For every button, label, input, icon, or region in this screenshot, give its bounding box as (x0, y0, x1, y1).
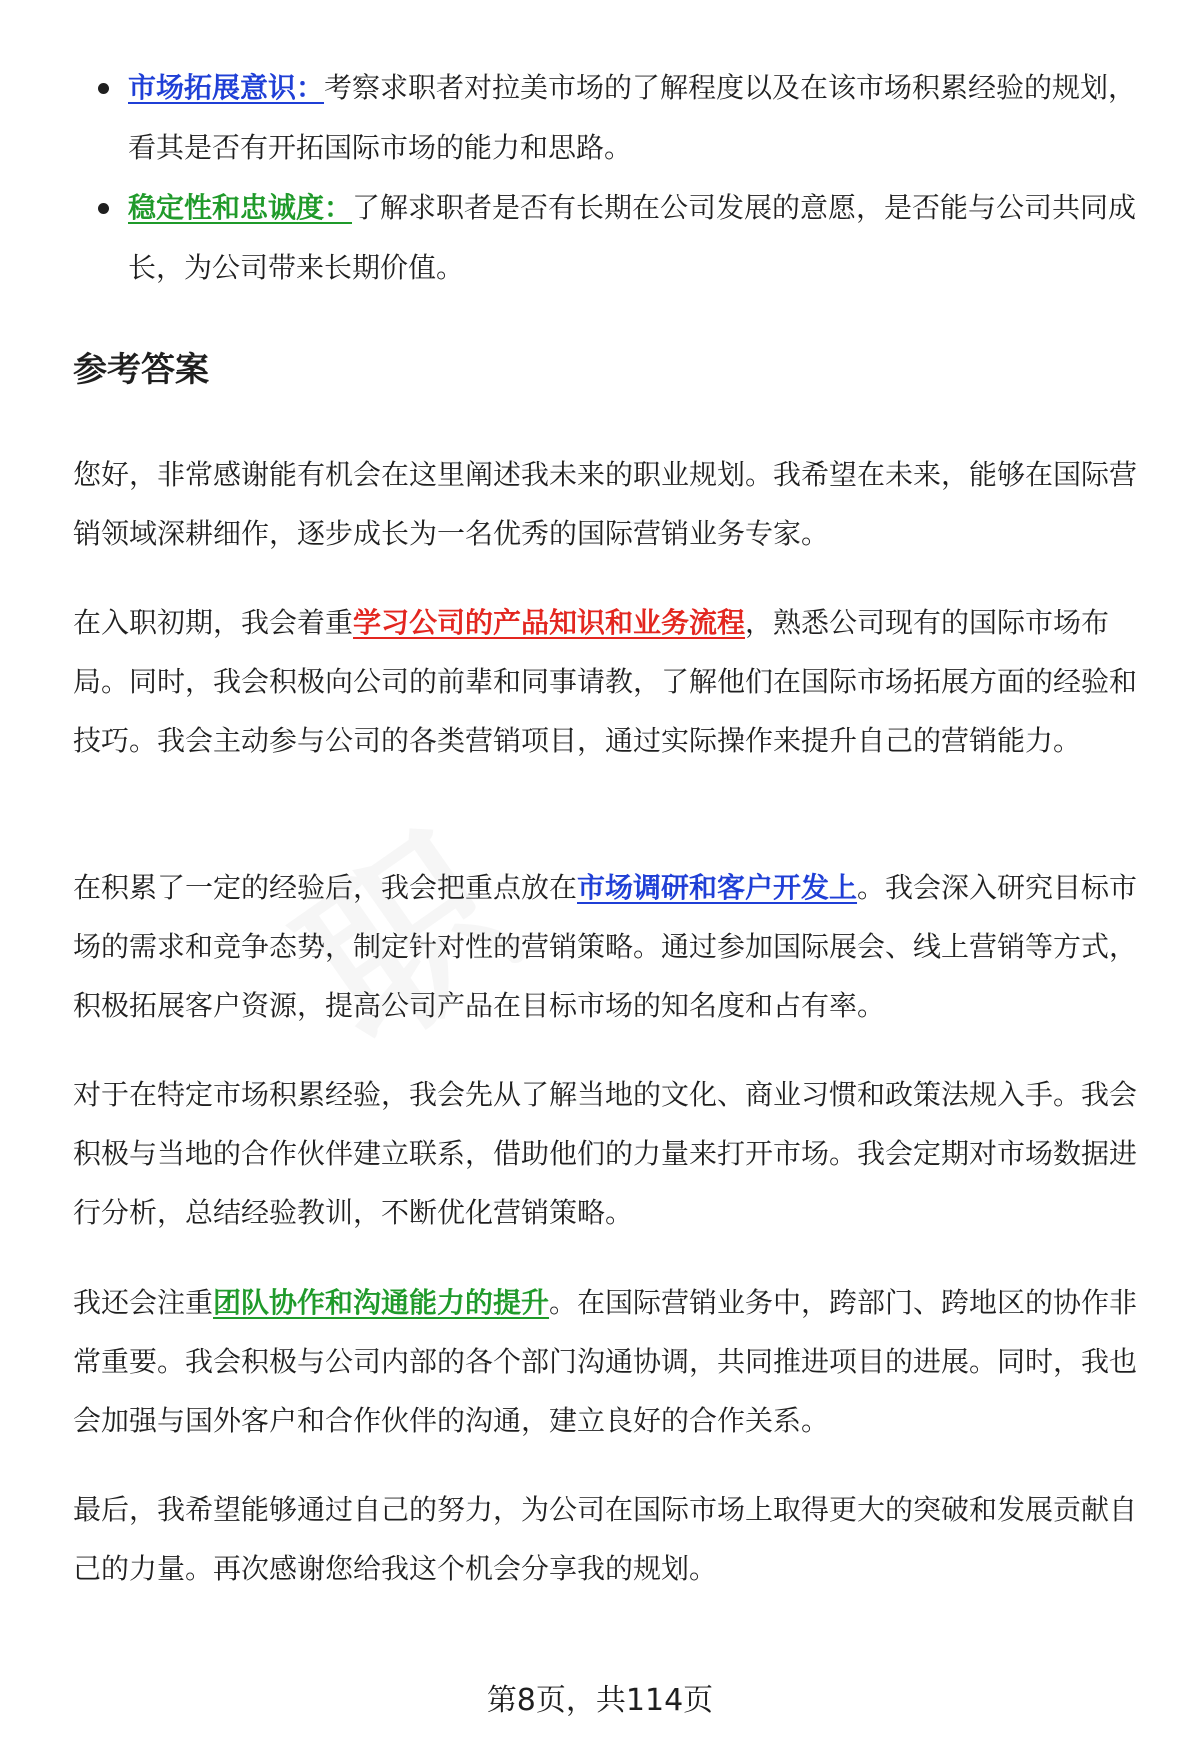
criteria-label: 市场拓展意识： (128, 71, 325, 104)
highlight-text: 市场调研和客户开发上 (577, 871, 858, 904)
page-number: 第8页，共114页 (486, 1683, 714, 1718)
paragraph-text: 。在国际营销业务中，跨部门、跨地区的协作非常重要。我会积极与公司内部的各个部门沟通协调，共同推进项目的进展。同时，我也会加强与国外客户和合作伙伴的沟通，建立良好的合作关系。 (73, 1286, 1138, 1437)
highlight-text: 团队协作和沟通能力的提升 (213, 1286, 550, 1319)
answer-paragraph-1: 您好，非常感谢能有机会在这里阐述我未来的职业规划。我希望在未来，能够在国际营销领域深耕细作，逐步成长为一名优秀的国际营销业务专家。 (73, 458, 1138, 550)
list-item (98, 178, 1158, 298)
highlight-text: 学习公司的产品知识和业务流程 (353, 606, 746, 639)
answer-paragraph-5 (73, 1273, 1148, 1450)
answer-paragraph-2 (73, 593, 1148, 770)
bullet-dot-icon (98, 83, 109, 94)
paragraph-text: ，熟悉公司现有的国际市场布局。同时，我会积极向公司的前辈和同事请教，了解他们在国际市场拓展方面的经验和技巧。我会主动参与公司的各类营销项目，通过实际操作来提升自己的营销能力。 (73, 606, 1138, 757)
answer-paragraph-6: 最后，我希望能够通过自己的努力，为公司在国际市场上取得更大的突破和发展贡献自己的力量。再次感谢您给我这个机会分享我的规划。 (73, 1493, 1138, 1585)
answer-paragraph-3 (73, 858, 1148, 1035)
list-item (98, 58, 1158, 178)
criteria-list (98, 58, 1158, 298)
paragraph-text: 在入职初期，我会着重 (73, 606, 354, 639)
criteria-text: 了解求职者是否有长期在公司发展的意愿，是否能与公司共同成长，为公司带来长期价值。 (128, 191, 1137, 284)
paragraph-text: 我还会注重 (73, 1286, 214, 1319)
bullet-dot-icon (98, 203, 109, 214)
paragraph-text: 在积累了一定的经验后，我会把重点放在 (73, 871, 578, 904)
answer-paragraph-4: 对于在特定市场积累经验，我会先从了解当地的文化、商业习惯和政策法规入手。我会积极与当地的合作伙伴建立联系，借助他们的力量来打开市场。我会定期对市场数据进行分析，总结经验教训，不断优化营销策略。 (73, 1078, 1138, 1229)
paragraph-text: 。我会深入研究目标市场的需求和竞争态势，制定针对性的营销策略。通过参加国际展会、线上营销等方式，积极拓展客户资源，提高公司产品在目标市场的知名度和占有率。 (73, 871, 1138, 1022)
section-heading: 参考答案 (73, 350, 209, 390)
criteria-text: 考察求职者对拉美市场的了解程度以及在该市场积累经验的规划，看其是否有开拓国际市场的能力和思路。 (128, 71, 1137, 164)
criteria-label: 稳定性和忠诚度： (128, 191, 353, 224)
